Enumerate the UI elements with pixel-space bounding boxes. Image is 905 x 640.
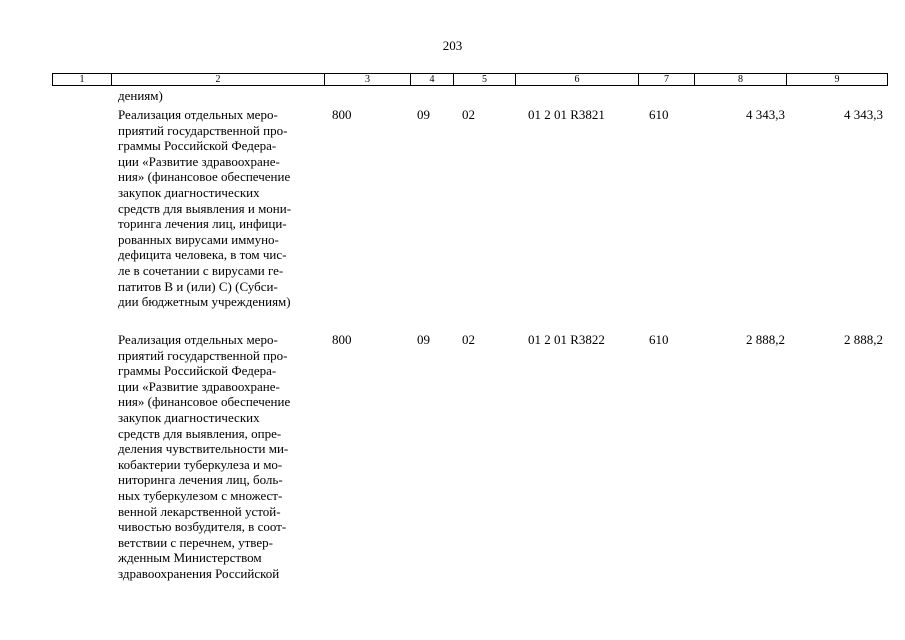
description-line: ниторинга лечения лиц, боль- <box>118 472 283 488</box>
description-line: приятий государственной про- <box>118 122 288 138</box>
description-line: закупок диагностических <box>118 409 260 425</box>
description-line: закупок диагностических <box>118 184 260 200</box>
description-line: Реализация отдельных меро- <box>118 107 278 122</box>
description-line: здравоохранения Российской <box>118 565 280 581</box>
description-line: средств для выявления и мони- <box>118 200 292 216</box>
description-line: средств для выявления, опре- <box>118 425 282 441</box>
description-line: ции «Развитие здравоохране- <box>118 153 280 169</box>
continuation-text: дениям) <box>118 88 163 103</box>
row-1-col-6: 01 2 01 R3821 <box>528 107 605 122</box>
description-line: граммы Российской Федера- <box>118 138 277 154</box>
table-row-description <box>118 107 328 310</box>
row-1-col-3: 800 <box>332 107 352 122</box>
description-line: ния» (финансовое обеспечение <box>118 394 291 410</box>
row-2-col-9: 2 888,2 <box>844 332 883 347</box>
header-col-6: 6 <box>516 74 639 85</box>
row-2-col-7: 610 <box>649 332 669 347</box>
row-1-col-5: 02 <box>462 107 475 122</box>
description-line: граммы Российской Федера- <box>118 363 277 379</box>
row-2-col-8: 2 888,2 <box>746 332 785 347</box>
header-col-1: 1 <box>53 74 112 85</box>
description-line: патитов B и (или) C) (Субси- <box>118 278 278 294</box>
row-2-col-3: 800 <box>332 332 352 347</box>
description-line: рованных вирусами иммуно- <box>118 231 279 247</box>
header-col-4: 4 <box>411 74 454 85</box>
header-col-3: 3 <box>325 74 411 85</box>
description-line: кобактерии туберкулеза и мо- <box>118 456 283 472</box>
description-line: чивостью возбудителя, в соот- <box>118 519 287 535</box>
row-2-col-5: 02 <box>462 332 475 347</box>
description-line: дии бюджетным учреждениям) <box>118 294 291 310</box>
description-line: ных туберкулезом с множест- <box>118 487 283 503</box>
description-line: торинга лечения лиц, инфици- <box>118 216 287 232</box>
header-col-9: 9 <box>834 74 840 85</box>
header-col-5: 5 <box>454 74 516 85</box>
header-col-2: 2 <box>112 74 325 85</box>
description-line: ле в сочетании с вирусами ге- <box>118 262 284 278</box>
row-1-col-7: 610 <box>649 107 669 122</box>
table-header <box>52 73 888 86</box>
header-col-8: 8 <box>695 74 787 85</box>
description-line: ветствии с перечнем, утвер- <box>118 534 273 550</box>
description-line: Реализация отдельных меро- <box>118 332 278 347</box>
description-line: дефицита человека, в том чис- <box>118 247 287 263</box>
header-col-7: 7 <box>639 74 695 85</box>
description-line: приятий государственной про- <box>118 347 288 363</box>
row-1-col-4: 09 <box>417 107 430 122</box>
page-number: 203 <box>442 38 463 53</box>
description-line: деления чувствительности ми- <box>118 441 289 457</box>
description-line: жденным Министерством <box>118 550 262 566</box>
row-1-col-8: 4 343,3 <box>746 107 785 122</box>
description-line: венной лекарственной устой- <box>118 503 281 519</box>
row-2-col-6: 01 2 01 R3822 <box>528 332 605 347</box>
description-line: ния» (финансовое обеспечение <box>118 169 291 185</box>
table-row-description <box>118 332 328 582</box>
row-2-col-4: 09 <box>417 332 430 347</box>
description-line: ции «Развитие здравоохране- <box>118 378 280 394</box>
row-1-col-9: 4 343,3 <box>844 107 883 122</box>
